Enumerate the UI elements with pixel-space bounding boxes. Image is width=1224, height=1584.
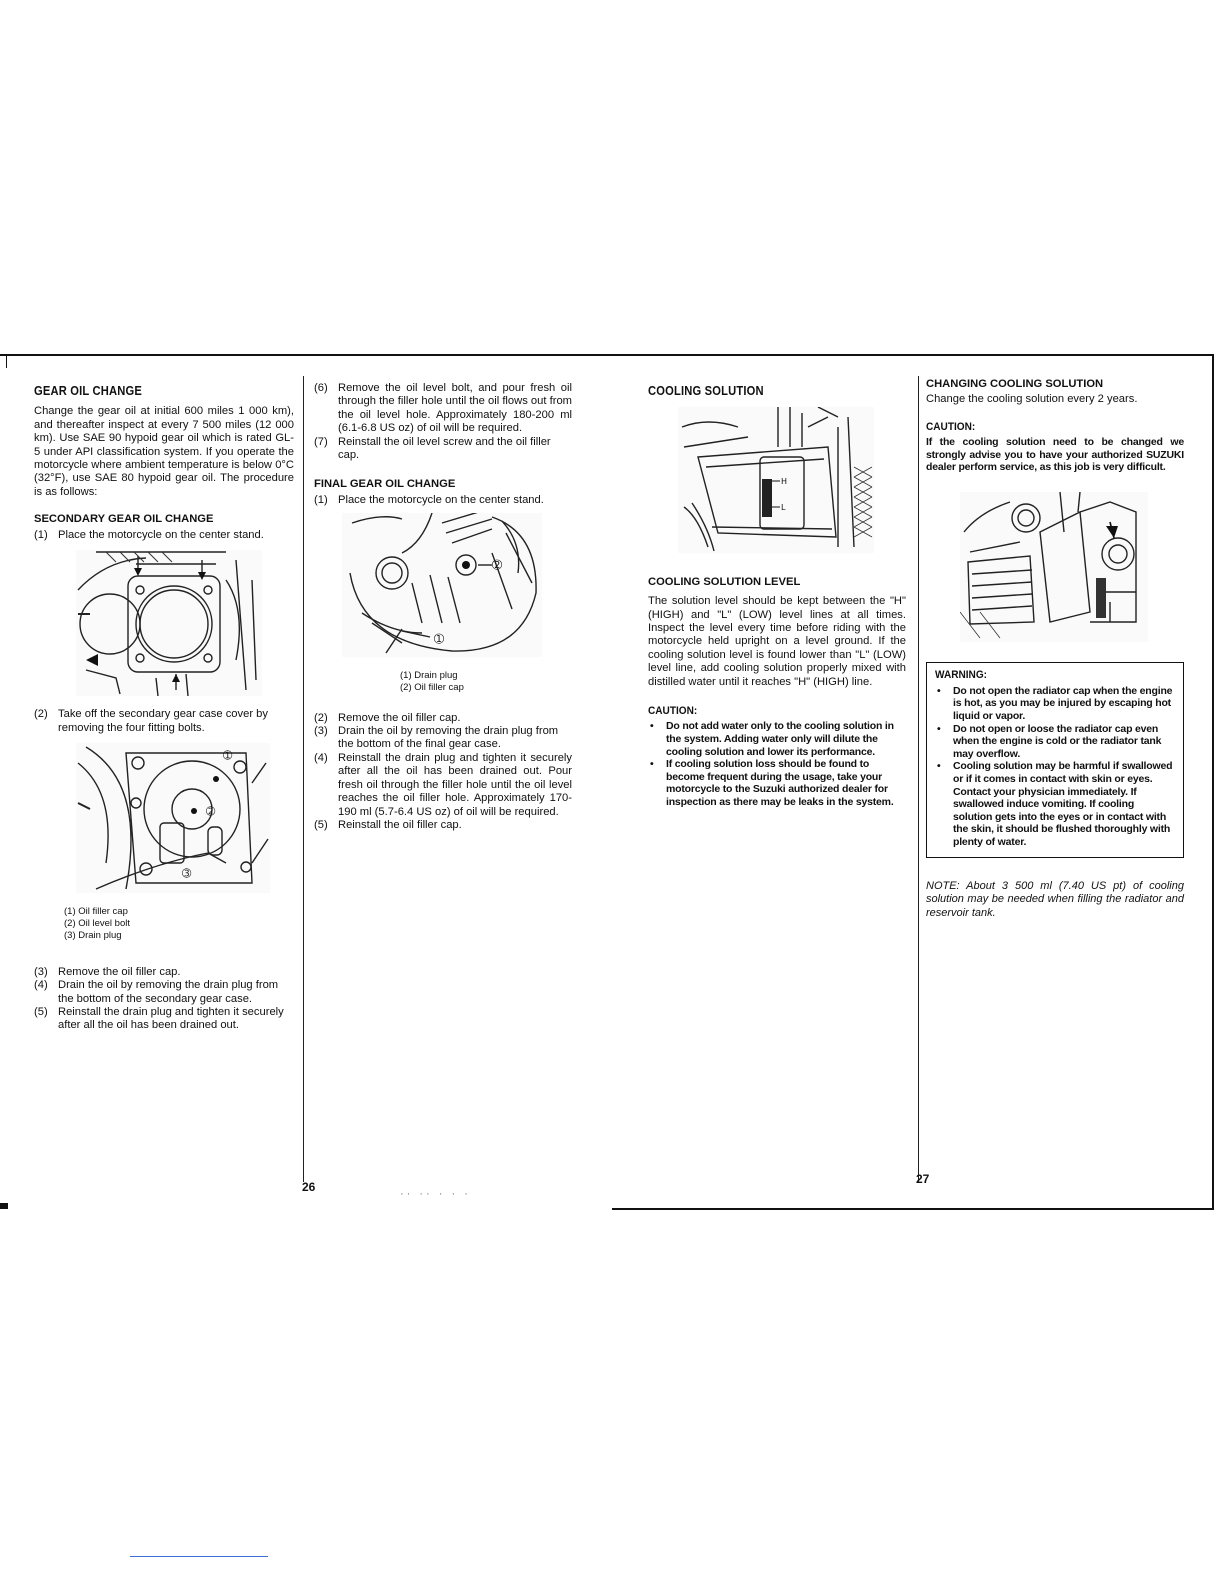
figure-caption: (2) Oil filler cap: [400, 681, 464, 693]
gauge-label-high: H: [781, 477, 788, 487]
column-divider-left: [303, 376, 304, 1182]
final-gear-photo: [342, 513, 572, 661]
step-item: (5) Reinstall the drain plug and tighten it securely after all the oil has been drained out.: [34, 1005, 284, 1032]
step-item: (7) Reinstall the oil level screw and the oil filler cap.: [314, 435, 551, 462]
list-item: • If cooling solution loss should be found to become frequent during the usage, take your motorcycle to the Suzuki authorized dealer for inspection as there may be leaks in the system.: [650, 758, 894, 809]
step-item: (5) Reinstall the oil filler cap.: [314, 818, 462, 831]
warning-box: [926, 662, 1184, 857]
svg-text:➀: ➀: [434, 632, 445, 647]
figure-caption: (2) Oil level bolt: [64, 917, 130, 929]
top-rule-tick: [6, 356, 7, 368]
column-divider-right: [918, 376, 919, 1182]
step-item: (2) Take off the secondary gear case cover by removing the four fitting bolts.: [34, 708, 268, 734]
subtitle-changing-cooling: CHANGING COOLING SOLUTION: [926, 378, 1104, 390]
page-number-right: 27: [916, 1172, 930, 1186]
svg-text:➀: ➀: [223, 749, 233, 763]
figure-caption: (1) Drain plug: [400, 669, 458, 681]
figure-caption: (3) Drain plug: [64, 929, 122, 941]
gear-oil-intro: Change the gear oil at initial 600 miles 1 000 km), and thereafter inspect at every 7 500 miles (12 000 km). Use SAE 90 hypoid gear oil which is rated GL-5 under API classification system. If you operate the motorcycle where ambient temperature is below 0°C (32°F), use SAE 80 hypoid gear oil. The procedure is as follows:: [34, 405, 294, 498]
right-edge-rule: [1212, 354, 1214, 1210]
warning-heading: WARNING:: [935, 669, 988, 682]
subtitle-secondary-gear: SECONDARY GEAR OIL CHANGE: [34, 513, 214, 526]
top-rule: [0, 354, 1214, 356]
figure-caption-list: [64, 906, 294, 942]
caution-heading: CAUTION:: [926, 420, 976, 433]
page-number-left: 26: [302, 1180, 316, 1194]
step-item: (1) Place the motorcycle on the center stand.: [314, 493, 544, 506]
faint-underline: [130, 1556, 268, 1557]
step-item: (4) Drain the oil by removing the drain plug from the bottom of the secondary gear case.: [34, 979, 279, 1005]
caution-text: If the cooling solution need to be changed we strongly advise you to have your authorized SUZUKI dealer perform service, as this job is very difficult.: [926, 436, 1184, 474]
left-crop-mark: [0, 1203, 8, 1209]
column-final-gear: [314, 382, 572, 832]
bottom-rule: [612, 1208, 1214, 1210]
list-item: • Do not open or loose the radiator cap even when the engine is cold or the radiator tank may overflow.: [937, 722, 1162, 760]
column-gear-oil: [34, 384, 294, 1033]
step-item: (4) Reinstall the drain plug and tighten it securely after all the oil has been drained out. Pour fresh oil through the filler hole until the oil level reaches the oil filler hole. Approximately 170-190 ml (5.7-6.4 US oz) of oil will be required.: [314, 751, 572, 818]
radiator-cap-photo: [960, 492, 1184, 646]
figure-caption-list: [400, 670, 572, 694]
list-item: • Cooling solution may be harmful if swallowed or if it comes in contact with skin or eyes. Contact your physician immediately. If swallowed induce vomiting. If cooling solution gets into the eyes or in contact with the skin, it should be flushed thoroughly with plenty of water.: [937, 760, 1173, 848]
subtitle-cooling-level: COOLING SOLUTION LEVEL: [648, 575, 801, 588]
reservoir-tank-photo: [678, 407, 906, 557]
list-item: • Do not add water only to the cooling solution in the system. Adding water only will dilute the cooling solution and lower its performance.: [650, 720, 894, 758]
svg-text:➁: ➁: [206, 805, 216, 819]
column-changing-cooling: [926, 378, 1184, 920]
warning-list: [935, 685, 1175, 849]
column-cooling-solution: [648, 384, 906, 809]
step-item: (3) Remove the oil filler cap.: [34, 965, 181, 978]
figure-caption: (1) Oil filler cap: [64, 905, 128, 917]
step-item: (3) Drain the oil by removing the drain plug from the bottom of the final gear case.: [314, 725, 559, 751]
list-item: • Do not open the radiator cap when the engine is hot, as you may be injured by escaping hot liquid or vapor.: [937, 684, 1173, 722]
section-title-gear-oil-change: GEAR OIL CHANGE: [34, 383, 142, 398]
secondary-gear-photo: [76, 550, 294, 700]
svg-text:➁: ➁: [492, 558, 503, 573]
svg-text:➂: ➂: [182, 867, 192, 881]
secondary-gear-case-photo: [76, 743, 294, 897]
subtitle-final-gear: FINAL GEAR OIL CHANGE: [314, 478, 456, 491]
scan-specks: ·· ·· · · ·: [400, 1188, 471, 1200]
step-item: (6) Remove the oil level bolt, and pour fresh oil through the filler hole until the oil flows out from the oil level hole. Approximately 180-200 ml (6.1-6.8 US oz) of oil will be required.: [314, 382, 572, 435]
cooling-level-body: The solution level should be kept between the "H" (HIGH) and "L" (LOW) level lines at all times. Inspect the level every time before riding with the motorcycle held upright on a level ground. If the cooling solution level is found lower than "L" (LOW) level line, add cooling solution properly mixed with distilled water until it reaches "H" (HIGH) line.: [648, 595, 906, 688]
gauge-label-low: L: [781, 503, 786, 513]
changing-cooling-body: Change the cooling solution every 2 years.: [926, 393, 1138, 406]
step-item: (1) Place the motorcycle on the center stand.: [34, 528, 264, 541]
note-text: NOTE: About 3 500 ml (7.40 US pt) of cooling solution may be needed when filling the radiator and reservoir tank.: [926, 879, 1184, 919]
section-title-cooling-solution: COOLING SOLUTION: [648, 383, 764, 398]
step-item: (2) Remove the oil filler cap.: [314, 711, 461, 724]
caution-list: [648, 720, 906, 808]
caution-heading: CAUTION:: [648, 705, 698, 718]
